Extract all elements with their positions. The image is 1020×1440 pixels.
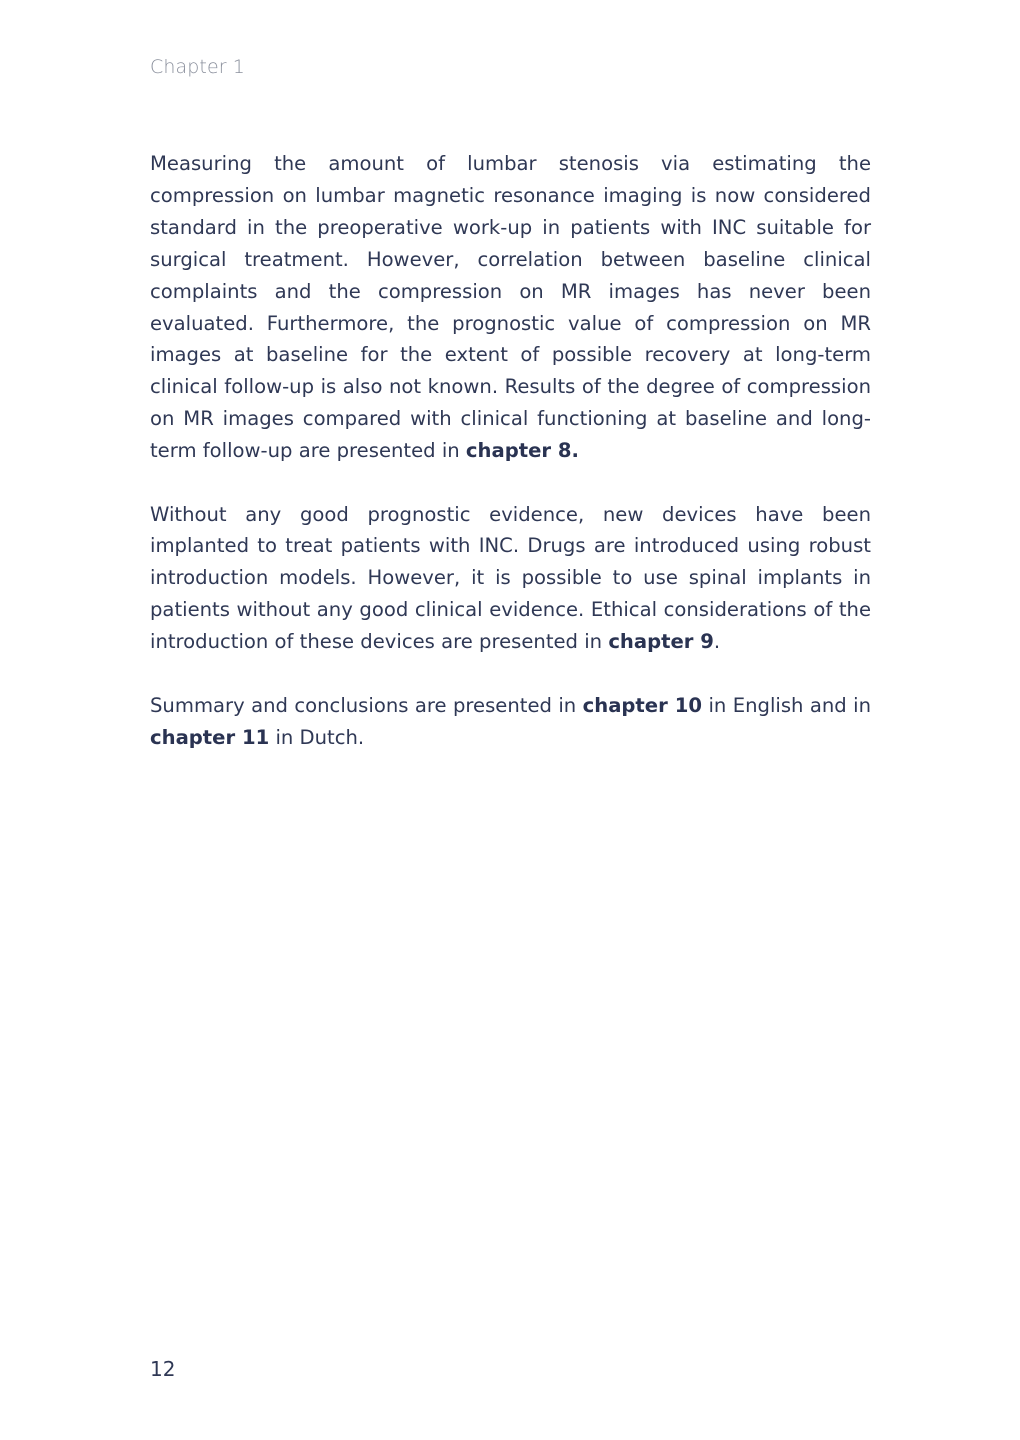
chapter-reference: chapter 11 xyxy=(150,725,270,749)
paragraph-text: . xyxy=(713,630,721,654)
paragraph-devices xyxy=(150,499,871,659)
paragraph-mr-compression xyxy=(150,148,871,467)
paragraph-text: in English and in xyxy=(702,693,872,717)
body-text xyxy=(150,148,871,785)
paragraph-text: Summary and conclusions are presented in xyxy=(150,693,583,717)
paragraph-text: in Dutch. xyxy=(269,725,365,749)
page-number: 12 xyxy=(150,1357,176,1381)
chapter-reference: chapter 9 xyxy=(608,630,714,654)
running-header: Chapter 1 xyxy=(150,56,245,78)
paragraph-summary xyxy=(150,690,871,754)
paragraph-text: Without any good prognostic evidence, new devices have been implanted to treat patients with INC. Drugs are introduced using robust introduction models. However, it is possible to use spinal implants in patients without any good clinical evidence. Ethical considerations of the introduction of these devices are presented in xyxy=(150,502,871,654)
chapter-reference: chapter 10 xyxy=(582,693,703,717)
chapter-reference: chapter 8. xyxy=(465,439,579,463)
paragraph-text: Measuring the amount of lumbar stenosis via estimating the compression on lumbar magnetic resonance imaging is now considered standard in the preoperative work-up in patients with INC suitable for surgical treatment. However, correlation between baseline clinical complaints and the compression on MR images has never been evaluated. Furthermore, the prognostic value of compression on MR images at baseline for the extent of possible recovery at long-term clinical follow-up is also not known. Results of the degree of compression on MR images compared with clinical functioning at baseline and long-term follow-up are presented in xyxy=(150,152,871,463)
